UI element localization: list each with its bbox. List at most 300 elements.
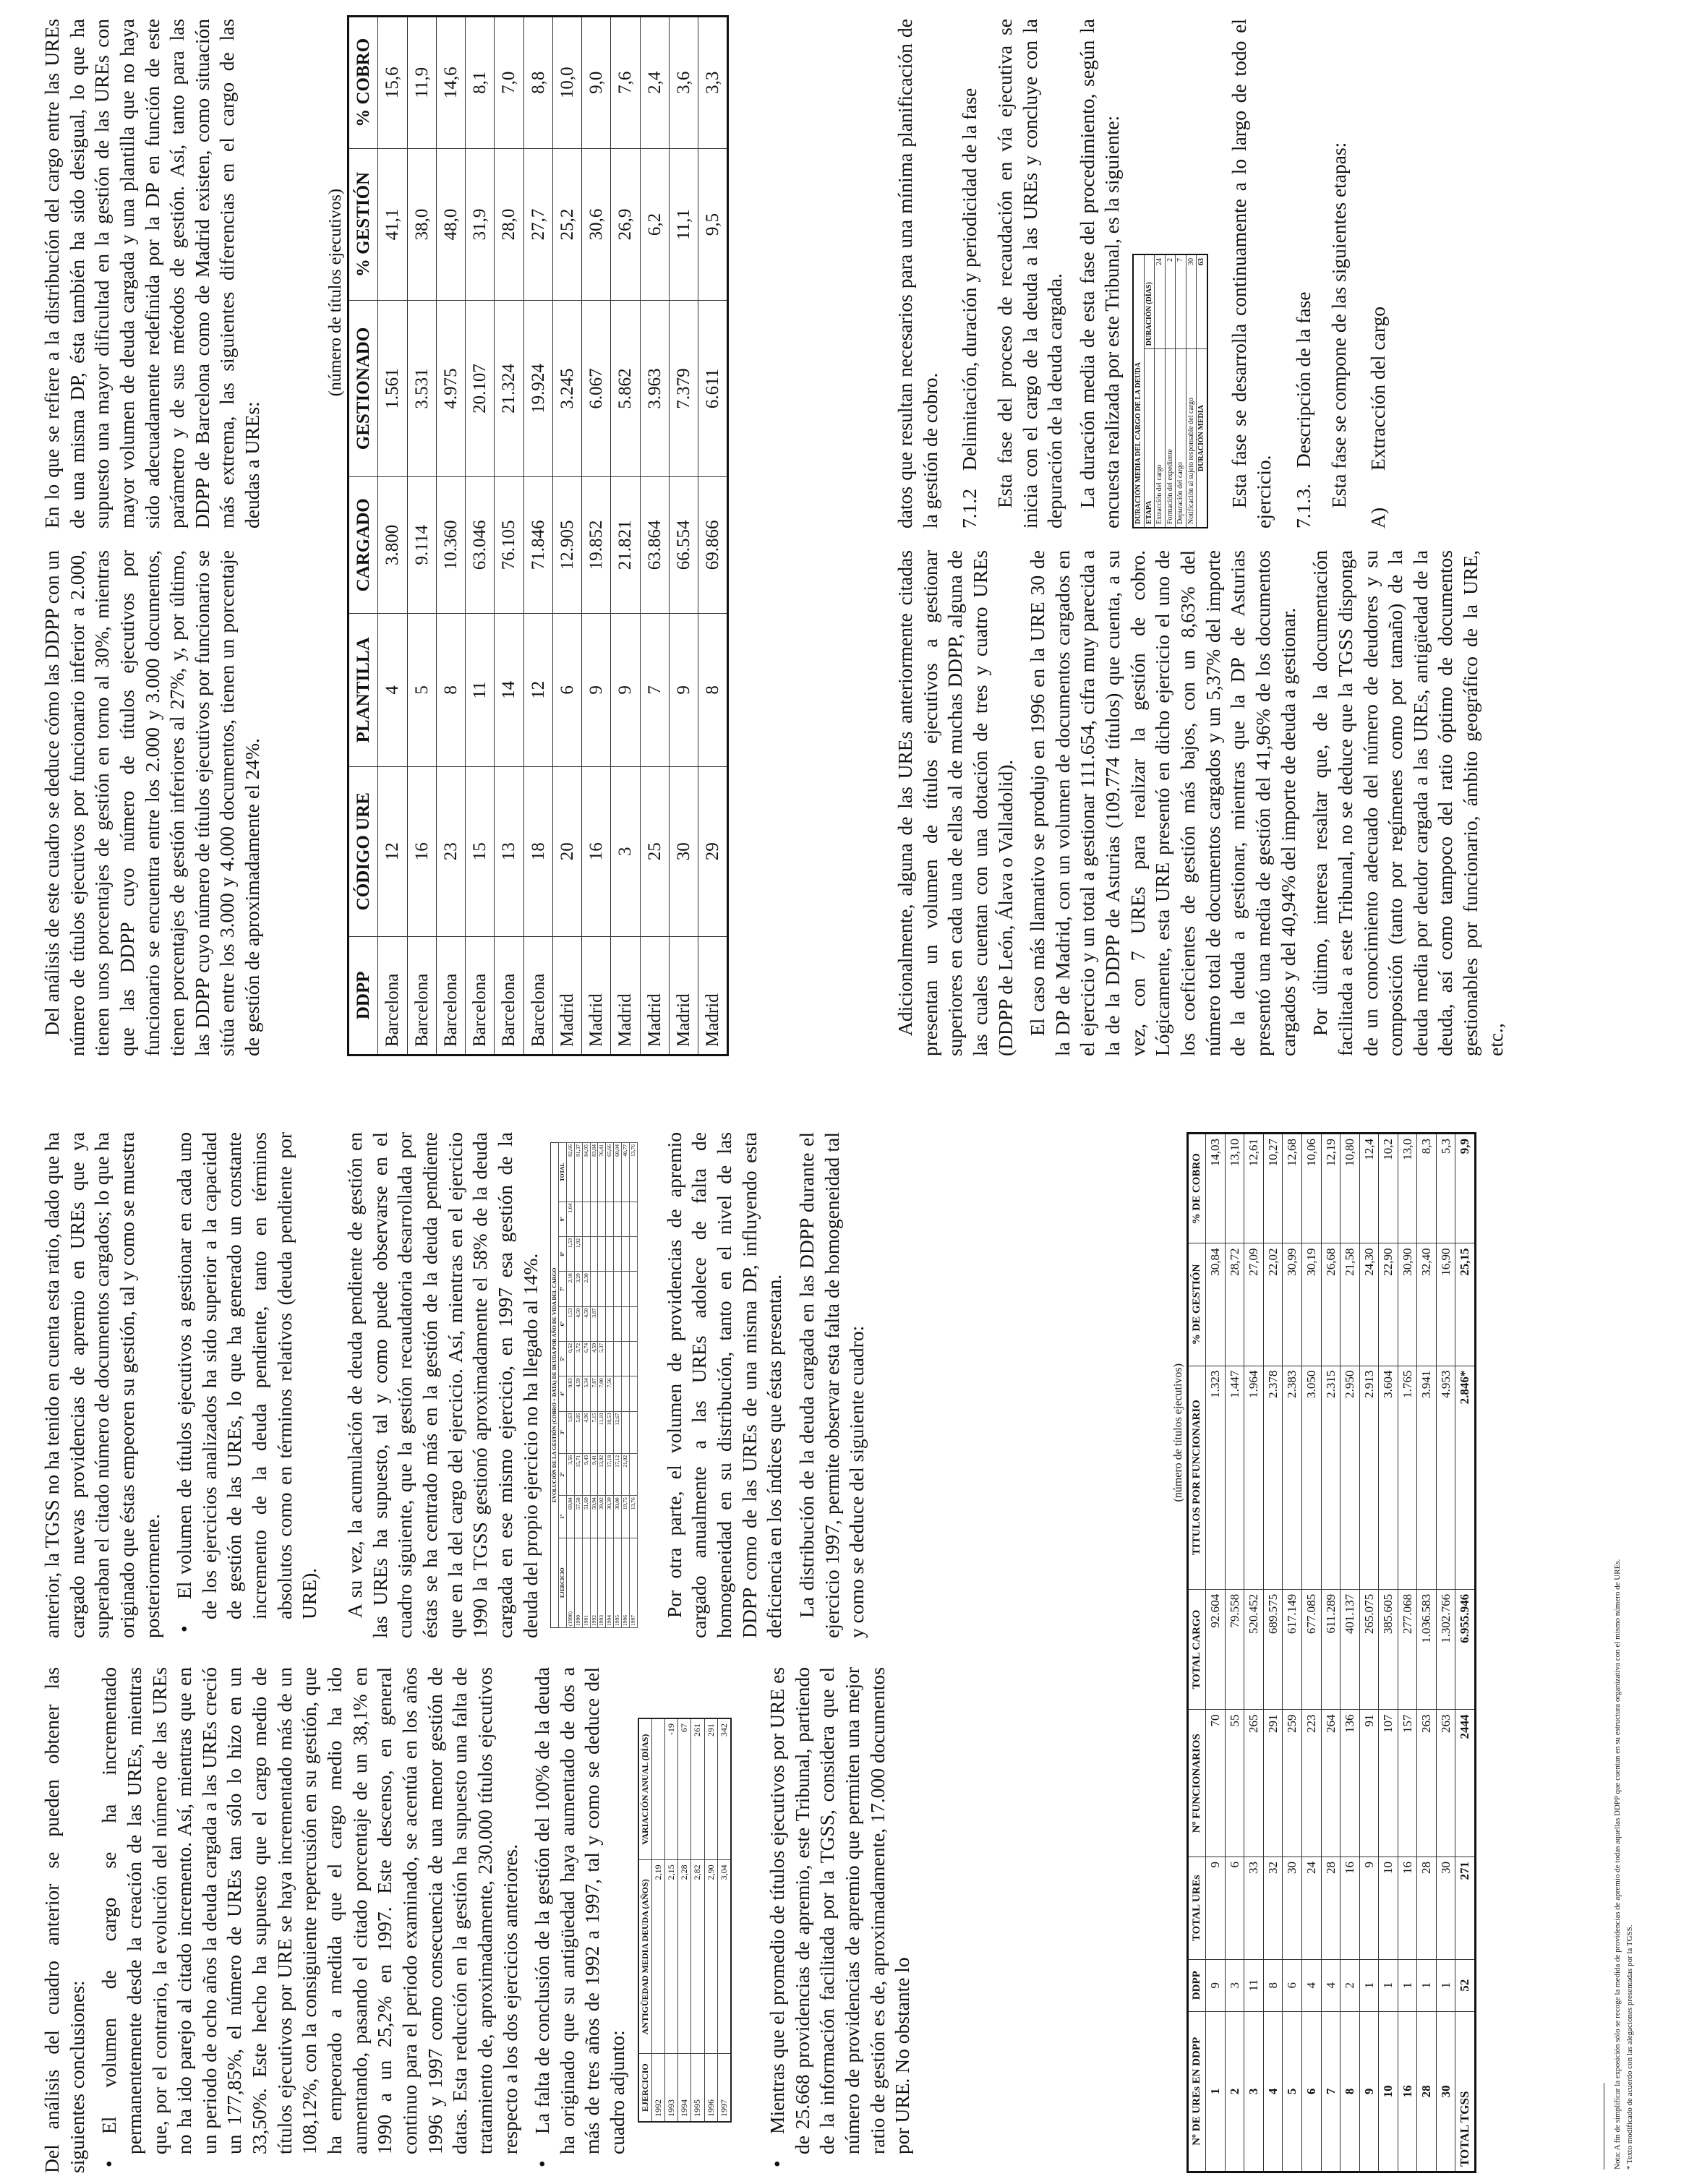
table-cell: 3.941 [1417, 1366, 1437, 1589]
subsection-title: Extracción del cargo [1367, 306, 1390, 471]
table-cell: -19 [665, 1718, 678, 1860]
table-cell [629, 1202, 637, 1236]
table-cell: 21.324 [495, 301, 523, 476]
table-cell: 1.302.766 [1436, 1589, 1455, 1710]
table-row [1398, 1134, 1417, 2172]
table-row [582, 1143, 590, 1628]
table-cell: 11 [466, 614, 495, 767]
table-cell: 223 [1301, 1710, 1321, 1857]
table-cell [590, 1236, 598, 1271]
table-cell: 4 [378, 614, 407, 767]
table-cell [622, 1202, 630, 1236]
table-cell: 32,40 [1417, 1243, 1437, 1366]
table-header: % GESTIÓN [349, 148, 378, 301]
table-cell: 7.379 [669, 301, 698, 476]
table-cell: 9 [1206, 1857, 1226, 1959]
section-heading [957, 19, 983, 528]
table-header: 8º [559, 1236, 567, 1271]
table-cell: (1990) [566, 1538, 574, 1627]
table-cell [629, 1453, 637, 1495]
bullet-paragraph: • La falta de conclusión de la gestión del 100% de la deuda ha originado que su antigüedad haya aumentado de dos a más de tres años de 1992 a 1997, tal y como se deduce del cuadro adjunto: [530, 1667, 630, 2173]
table-cell: 8,3 [1417, 1134, 1437, 1243]
footnote-star: * Texto modificado de acuerdo con las alegaciones presentadas por la TGSS. [1625, 1924, 1634, 2170]
table-cell: 27,09 [1244, 1243, 1264, 1366]
table-header: 7º [559, 1272, 567, 1306]
table-header: TOTAL [559, 1143, 567, 1202]
table-cell: Barcelona [407, 936, 436, 1055]
table-cell: 1.323 [1206, 1366, 1226, 1589]
table-cell: 4.953 [1436, 1366, 1455, 1589]
table-cell: 6.955.946 [1455, 1589, 1476, 1710]
table-cell: 11 [1244, 1959, 1264, 2011]
table-cell: 277.068 [1398, 1589, 1417, 1710]
table-row [1359, 1134, 1379, 2172]
table-header: EJERCICIO [559, 1538, 567, 1627]
table-cell: 16 [1398, 2011, 1417, 2172]
table-cell: 6,2 [640, 148, 669, 301]
table-header: ANTIGÜEDAD MEDIA DEUDA (AÑOS) [638, 1860, 652, 2054]
table-cell: 7,87 [590, 1376, 598, 1411]
table-header: 5º [559, 1341, 567, 1376]
table-row [614, 1143, 622, 1628]
table-cell: 7 [640, 614, 669, 767]
table-cell: 76,41 [598, 1143, 606, 1202]
table-cell: 3,04 [717, 1860, 731, 2054]
table-cell: 19.852 [582, 476, 611, 613]
table-cell [598, 1272, 606, 1306]
footnotes [1604, 724, 1635, 2170]
table-cell: Barcelona [378, 936, 407, 1055]
table-cell: 17,12 [614, 1453, 622, 1495]
table-cell: 1 [1379, 1959, 1398, 2011]
table-cell: 69.866 [698, 476, 728, 613]
table-cell: 24 [1301, 1857, 1321, 1959]
table-cell: 29 [698, 766, 728, 936]
table-cell: 10,2 [1379, 1134, 1398, 1243]
table-cell [574, 1202, 582, 1236]
table-cell: 63.046 [466, 476, 495, 613]
table-cell [598, 1202, 606, 1236]
table-row [622, 1143, 630, 1628]
table-cell: 3.050 [1301, 1366, 1321, 1589]
table-cell: 1,04 [566, 1202, 574, 1236]
table-cell: Depuración del cargo [1176, 349, 1186, 528]
table-cell: 14,6 [436, 17, 465, 149]
table-cell: Madrid [582, 936, 611, 1055]
table-cell: 7,15 [590, 1411, 598, 1453]
table-cell: 6.611 [698, 301, 728, 476]
table-cell: 3 [611, 766, 640, 936]
paragraph: Adicionalmente, alguna de las UREs anteriormente citadas presentan un volumen de títulos ejecutivos a gestionar superiores en cada una de ellas al de muchas DDPP, alguna de las cuales cuentan con una dotación de tres y cuatro UREs (DDPP de León, Álava o Valladolid). [894, 550, 1017, 1056]
table-cell: 2,18 [566, 1272, 574, 1306]
table-cell: 28,72 [1225, 1243, 1244, 1366]
section-title: Delimitación, duración y periodicidad de la fase [958, 87, 981, 471]
table-row [698, 17, 728, 1055]
table-row [1186, 254, 1197, 528]
table-cell: 12,68 [1283, 1134, 1302, 1243]
unit-label: (número de títulos ejecutivos) [326, 189, 345, 397]
table-header: Nº DE UREs EN DDPP [1188, 2011, 1206, 2172]
table-row [378, 17, 407, 1055]
table-cell: 12,61 [1244, 1134, 1264, 1243]
table-cell: 4.975 [436, 301, 465, 476]
table-cell: 28 [1417, 2011, 1437, 2172]
table-cell: 65,66 [606, 1143, 614, 1202]
table-cell: 25,15 [1455, 1243, 1476, 1366]
table-row [552, 17, 581, 1055]
table-cell: 5,34 [582, 1376, 590, 1411]
table-cell: 6.067 [582, 301, 611, 476]
table-row [582, 17, 611, 1055]
table-cell: 8 [436, 614, 465, 767]
table-cell: 3.604 [1379, 1366, 1398, 1589]
table-row [574, 1143, 582, 1628]
table-row [590, 1143, 598, 1628]
table-cell [614, 1236, 622, 1271]
table-cell: 8,8 [523, 17, 552, 149]
table-row [665, 1718, 678, 2122]
table-cell [582, 1202, 590, 1236]
paragraph: anterior, la TGSS no ha tenido en cuenta esta ratio, dado que ha cargado nuevas providencias de apremio en UREs que ya superaban el citado número de documentos cargados; lo que ha originado que éstas empeoren su gestión, tal y como se muestra posteriormente. [40, 1132, 163, 1638]
table-cell: 38,0 [407, 148, 436, 301]
table-cell: 2,28 [678, 1860, 691, 2054]
table-cell: 67 [678, 1718, 691, 1860]
table-cell [622, 1376, 630, 1411]
table-cell: 30 [1283, 1857, 1302, 1959]
table-cell: 13,92 [598, 1453, 606, 1495]
table-cell [629, 1272, 637, 1306]
cargo-table-block [1168, 1132, 1476, 2173]
table-cell: 2,30 [582, 1272, 590, 1306]
table-cell: 3.800 [378, 476, 407, 613]
table-cell: 15 [466, 766, 495, 936]
table-cell: 4 [1263, 2011, 1283, 2172]
table-cell: Barcelona [495, 936, 523, 1055]
table-cell: 2.315 [1321, 1366, 1340, 1589]
table-cell: 4 [1301, 1959, 1321, 2011]
table-row [1155, 254, 1166, 528]
table-row [1417, 1134, 1437, 2172]
table-cell: 6 [1283, 1959, 1302, 2011]
table-cell [606, 1272, 614, 1306]
table-cell: 25 [640, 766, 669, 936]
table-cell [614, 1202, 622, 1236]
table-cell [590, 1202, 598, 1236]
table-cell: 22,02 [1263, 1243, 1283, 1366]
table-cell: 16,90 [1436, 1243, 1455, 1366]
table-header: 4º [559, 1376, 567, 1411]
table-row [669, 17, 698, 1055]
table-cell: 2,4 [640, 17, 669, 149]
table-cell: 11,10 [598, 1411, 606, 1453]
table-cell: 2,19 [651, 1860, 664, 2054]
paragraph: Esta fase se desarrolla continuamente a lo largo de todo el ejercicio. [1227, 19, 1275, 528]
cargo-table [1186, 1132, 1476, 2173]
table-cell: 1,63 [566, 1411, 574, 1453]
table-cell [614, 1272, 622, 1306]
table-cell: 1.964 [1244, 1366, 1264, 1589]
table-cell [614, 1376, 622, 1411]
table-cell [629, 1341, 637, 1376]
table-row [436, 17, 465, 1055]
table-cell: 1,53 [566, 1236, 574, 1271]
table-cell: 91 [1359, 1710, 1379, 1857]
table-cell: 20 [552, 766, 581, 936]
table-cell: 92.604 [1206, 1589, 1226, 1710]
table-cell: 1991 [582, 1538, 590, 1627]
table-cell: 30 [1186, 254, 1197, 349]
section-heading [1291, 19, 1317, 528]
table-cell: 13,10 [1225, 1134, 1244, 1243]
table-cell: 30,39 [606, 1496, 614, 1538]
table-caption: DURACIÓN MEDIA DEL CARGO DE LA DEUDA [1133, 254, 1144, 528]
table-cell: 14,03 [1206, 1134, 1226, 1243]
table-cell: 9,0 [582, 17, 611, 149]
paragraph: datos que resultan necesarios para una mínima planificación de la gestión de cobro. [894, 19, 941, 528]
table-cell: 617.149 [1283, 1589, 1302, 1710]
antiguedad-table [638, 1718, 732, 2123]
table-cell: 264 [1321, 1710, 1340, 1857]
table-cell: 3.245 [552, 301, 581, 476]
table-cell: 107 [1379, 1710, 1398, 1857]
table-cell [651, 1718, 664, 1860]
table-cell: 33 [1244, 1857, 1264, 1959]
table-caption: EVOLUCIÓN DE LA GESTIÓN (COBRO + DATA) DE DEUDA POR AÑO DE VIDA DEL CARGO [550, 1142, 558, 1628]
table-row [523, 17, 552, 1055]
table-cell: 10 [1379, 2011, 1398, 2172]
table-cell: 689.575 [1263, 1589, 1283, 1710]
table-cell [606, 1341, 614, 1376]
table-cell: Extracción del cargo [1155, 349, 1166, 528]
table-cell: 2444 [1455, 1710, 1476, 1857]
table-cell: 1990 [574, 1538, 582, 1627]
table-cell: 1992 [651, 2054, 664, 2122]
table-cell: 3.963 [640, 301, 669, 476]
table-cell: 21,58 [1340, 1243, 1360, 1366]
table-cell: 39,02 [598, 1496, 606, 1538]
table-cell: 1995 [691, 2054, 704, 2122]
table-cell: 13,76 [629, 1143, 637, 1202]
table-cell: 2 [1340, 1959, 1360, 2011]
table-cell: 1995 [614, 1538, 622, 1627]
footnote-note: Nota: A fin de simplificar la exposición sólo se recoge la medida de providencias de apremio de todas aquellas DDPP que cuentan en su estructura organizativa con el mismo número de UREs. [1613, 1559, 1622, 2170]
table-cell: 2.846* [1455, 1366, 1476, 1589]
table-header: % DE GESTIÓN [1188, 1243, 1206, 1366]
intro-paragraph: Del análisis del cuadro anterior se pueden obtener las siguientes conclusiones: [40, 1667, 88, 2173]
table-cell: 30,99 [1283, 1243, 1302, 1366]
table-cell: 9.114 [407, 476, 436, 613]
table-cell: 5,37 [598, 1341, 606, 1376]
table-header: DURACIÓN (DÍAS) [1144, 254, 1155, 349]
table-cell: 4,59 [574, 1376, 582, 1411]
table-cell: 1997 [629, 1538, 637, 1627]
table-cell: 401.137 [1340, 1589, 1360, 1710]
table-cell [629, 1411, 637, 1453]
table-cell: 41,1 [378, 148, 407, 301]
table-cell: 7 [1321, 2011, 1340, 2172]
table-cell: 2,90 [704, 1860, 717, 2054]
paragraph: Esta fase del proceso de recaudación en vía ejecutiva se inicia con el cargo de la deuda a las UREs y concluye con la depuración de la deuda cargada. [993, 19, 1066, 528]
table-cell: 1.036.583 [1417, 1589, 1437, 1710]
table-cell: 32 [1263, 1857, 1283, 1959]
table-cell: 3,3 [698, 17, 728, 149]
table-cell: 12,4 [1359, 1134, 1379, 1243]
table-cell: 1993 [665, 2054, 678, 2122]
table-cell: 3.531 [407, 301, 436, 476]
table-header: Nº FUNCIONARIOS [1188, 1710, 1206, 1857]
table-cell: 79.558 [1225, 1589, 1244, 1710]
table-cell: 1996 [622, 1538, 630, 1627]
table-cell: 385.605 [1379, 1589, 1398, 1710]
table-cell: 28 [1417, 1857, 1437, 1959]
subsection-letter: A) [1367, 507, 1390, 528]
table-cell: 83,84 [590, 1143, 598, 1202]
table-header: TOTAL UREs [1188, 1857, 1206, 1959]
unit-label: (número de títulos ejecutivos) [1172, 1363, 1184, 1502]
table-cell [629, 1306, 637, 1341]
table-row [566, 1143, 574, 1628]
section-title: Descripción de la fase [1291, 291, 1314, 468]
table-cell: 66.554 [669, 476, 698, 613]
table-cell: 16 [1398, 1857, 1417, 1959]
table-header: PLANTILLA [349, 614, 378, 767]
table-cell: 19,75 [622, 1496, 630, 1538]
dp-table [347, 15, 729, 1056]
table-cell: 8 [1340, 2011, 1360, 2172]
table-cell: 9 [611, 614, 640, 767]
table-row [1321, 1134, 1340, 2172]
table-cell: 5 [1283, 2011, 1302, 2172]
paragraph: El caso más llamativo se produjo en 1996 en la URE 30 de la DP de Madrid, con un volumen de documentos cargados en el ejercicio y un total a gestionar 111.654, cifra muy parecida a la de la DDPP de Asturias (109.774 títulos) que cuenta, a su vez, con 7 UREs para realizar la gestión de cobro. Lógicamente, esta URE presentó en dicho ejercicio el uno de los coeficientes de gestión más bajos, con un 8,63% del número total de documentos cargados y un 5,37% del importe de la deuda a gestionar, mientras que la DP de Asturias presentó una media de gestión del 41,96% de los documentos cargados y del 40,94% del importe de deuda a gestionar. [1026, 550, 1299, 1056]
table-cell: 1.447 [1225, 1366, 1244, 1589]
table-cell: 30 [669, 766, 698, 936]
table-cell: 10.360 [436, 476, 465, 613]
table-cell: 16 [1340, 1857, 1360, 1959]
table-cell: 28,0 [495, 148, 523, 301]
table-cell: 63.864 [640, 476, 669, 613]
table-cell: 5,05 [574, 1411, 582, 1453]
table-row [466, 17, 495, 1055]
table-cell: 10,27 [1263, 1134, 1283, 1243]
table-cell: 55 [1225, 1710, 1244, 1857]
table-cell: DURACIÓN MEDIA [1197, 349, 1207, 528]
table-cell: 23 [436, 766, 465, 936]
paragraph: A su vez, la acumulación de deuda pendiente de gestión en las UREs ha supuesto, tal y como puede observarse en el cuadro siguiente, que la gestión recaudatoria desarrollada por éstas se ha centrado más en la gestión de la deuda pendiente que en la del cargo del ejercicio. Así, mientras en el ejercicio 1990 la TGSS gestionó aproximadamente el 58% de la deuda cargada en ese mismo ejercicio, en 1997 esa gestión de la deuda del propio ejercicio no ha llegado al 14%. [343, 1132, 542, 1638]
column-3-lower [893, 550, 1515, 1056]
table-cell: 520.452 [1244, 1589, 1264, 1710]
table-cell: 611.289 [1321, 1589, 1340, 1710]
table-cell: 30,08 [614, 1496, 622, 1538]
table-cell: 69,84 [566, 1496, 574, 1538]
table-row [1436, 1134, 1455, 2172]
total-row [1197, 254, 1207, 528]
table-cell: 21,02 [622, 1453, 630, 1495]
table-cell: 13 [495, 766, 523, 936]
table-cell: Madrid [552, 936, 581, 1055]
table-cell: 2 [1225, 2011, 1244, 2172]
table-row [611, 17, 640, 1055]
table-cell: 1997 [717, 2054, 731, 2122]
section-number: 7.1.2 [958, 489, 981, 528]
table-cell [614, 1306, 622, 1341]
table-cell: 263 [1417, 1710, 1437, 1857]
table-cell: 9,5 [698, 148, 728, 301]
table-cell [622, 1236, 630, 1271]
section-number: 7.1.3. [1291, 484, 1314, 528]
table-header: TOTAL CARGO [1188, 1589, 1206, 1710]
table-cell: 12 [378, 766, 407, 936]
table-cell: 60,04 [614, 1143, 622, 1202]
table-cell: 677.085 [1301, 1589, 1321, 1710]
paragraph: En lo que se refiere a la distribución del cargo entre las UREs de una misma DP, ésta también ha sido desigual, lo que ha supuesto una mayor dificultad en la gestión de las UREs con mayor volumen de deuda cargada y una plantilla que no haya sido adecuadamente redefinida por la DP en función de este parámetro y de sus métodos de gestión. Así, tanto para las DDPP de Barcelona como de Madrid existen, como situación más extrema, las siguientes diferencias en el cargo de las deudas a UREs: [40, 19, 264, 528]
table-cell: 9,41 [590, 1453, 598, 1495]
table-cell: 1993 [598, 1538, 606, 1627]
table-cell: 1 [1206, 2011, 1226, 2172]
duracion-table [1132, 254, 1208, 528]
table-row [598, 1143, 606, 1628]
table-cell: 10,80 [1340, 1134, 1360, 1243]
table-cell: 5 [407, 614, 436, 767]
table-row [1206, 1134, 1226, 2172]
table-cell: 6 [1225, 1857, 1244, 1959]
table-cell: 4,96 [582, 1411, 590, 1453]
table-row [606, 1143, 614, 1628]
paragraph: La duración media de esta fase del procedimiento, según la encuesta realizada por este Tribunal, es la siguiente: [1075, 19, 1124, 528]
table-cell: 14 [495, 614, 523, 767]
table-cell: 3,56 [566, 1453, 574, 1495]
table-cell: 9 [1359, 2011, 1379, 2172]
table-cell: 12 [523, 614, 552, 767]
table-cell: 22,90 [1379, 1243, 1398, 1366]
table-row [1340, 1134, 1360, 2172]
table-cell: 2.383 [1283, 1366, 1302, 1589]
column-1 [40, 1667, 923, 2173]
table-cell: 259 [1283, 1710, 1302, 1857]
table-header: VARIACIÓN ANUAL (DÍAS) [638, 1718, 652, 1860]
table-cell: 5,3 [1436, 1134, 1455, 1243]
table-header: EJERCICIO [638, 2054, 652, 2122]
table-cell: 51,69 [582, 1496, 590, 1538]
table-cell: 10,53 [606, 1411, 614, 1453]
table-header: 1º [559, 1496, 567, 1538]
table-cell [629, 1376, 637, 1411]
table-cell: 4,50 [574, 1306, 582, 1341]
table-cell: 11,1 [669, 148, 698, 301]
table-cell: 12.905 [552, 476, 581, 613]
table-cell: 10,0 [552, 17, 581, 149]
table-cell: 27,7 [523, 148, 552, 301]
table-row [651, 1718, 664, 2122]
table-cell: 4 [1321, 1959, 1340, 2011]
table-cell: 3 [1244, 2011, 1264, 2172]
column-2 [40, 1132, 877, 1638]
table-cell: 18 [523, 766, 552, 936]
evolucion-table [550, 1142, 638, 1628]
table-cell: 1994 [606, 1538, 614, 1627]
table-cell: 1 [1417, 1959, 1437, 2011]
table-header: % COBRO [349, 17, 378, 149]
table-row [1379, 1134, 1398, 2172]
table-cell: 4,59 [590, 1341, 598, 1376]
table-cell: 19.924 [523, 301, 552, 476]
table-cell: 76.105 [495, 476, 523, 613]
table-cell: 25,2 [552, 148, 581, 301]
table-cell [614, 1341, 622, 1376]
table-cell: 2 [1165, 254, 1176, 349]
table-cell: 2.950 [1340, 1366, 1360, 1589]
table-cell: 9 [1359, 1857, 1379, 1959]
table-cell [622, 1306, 630, 1341]
